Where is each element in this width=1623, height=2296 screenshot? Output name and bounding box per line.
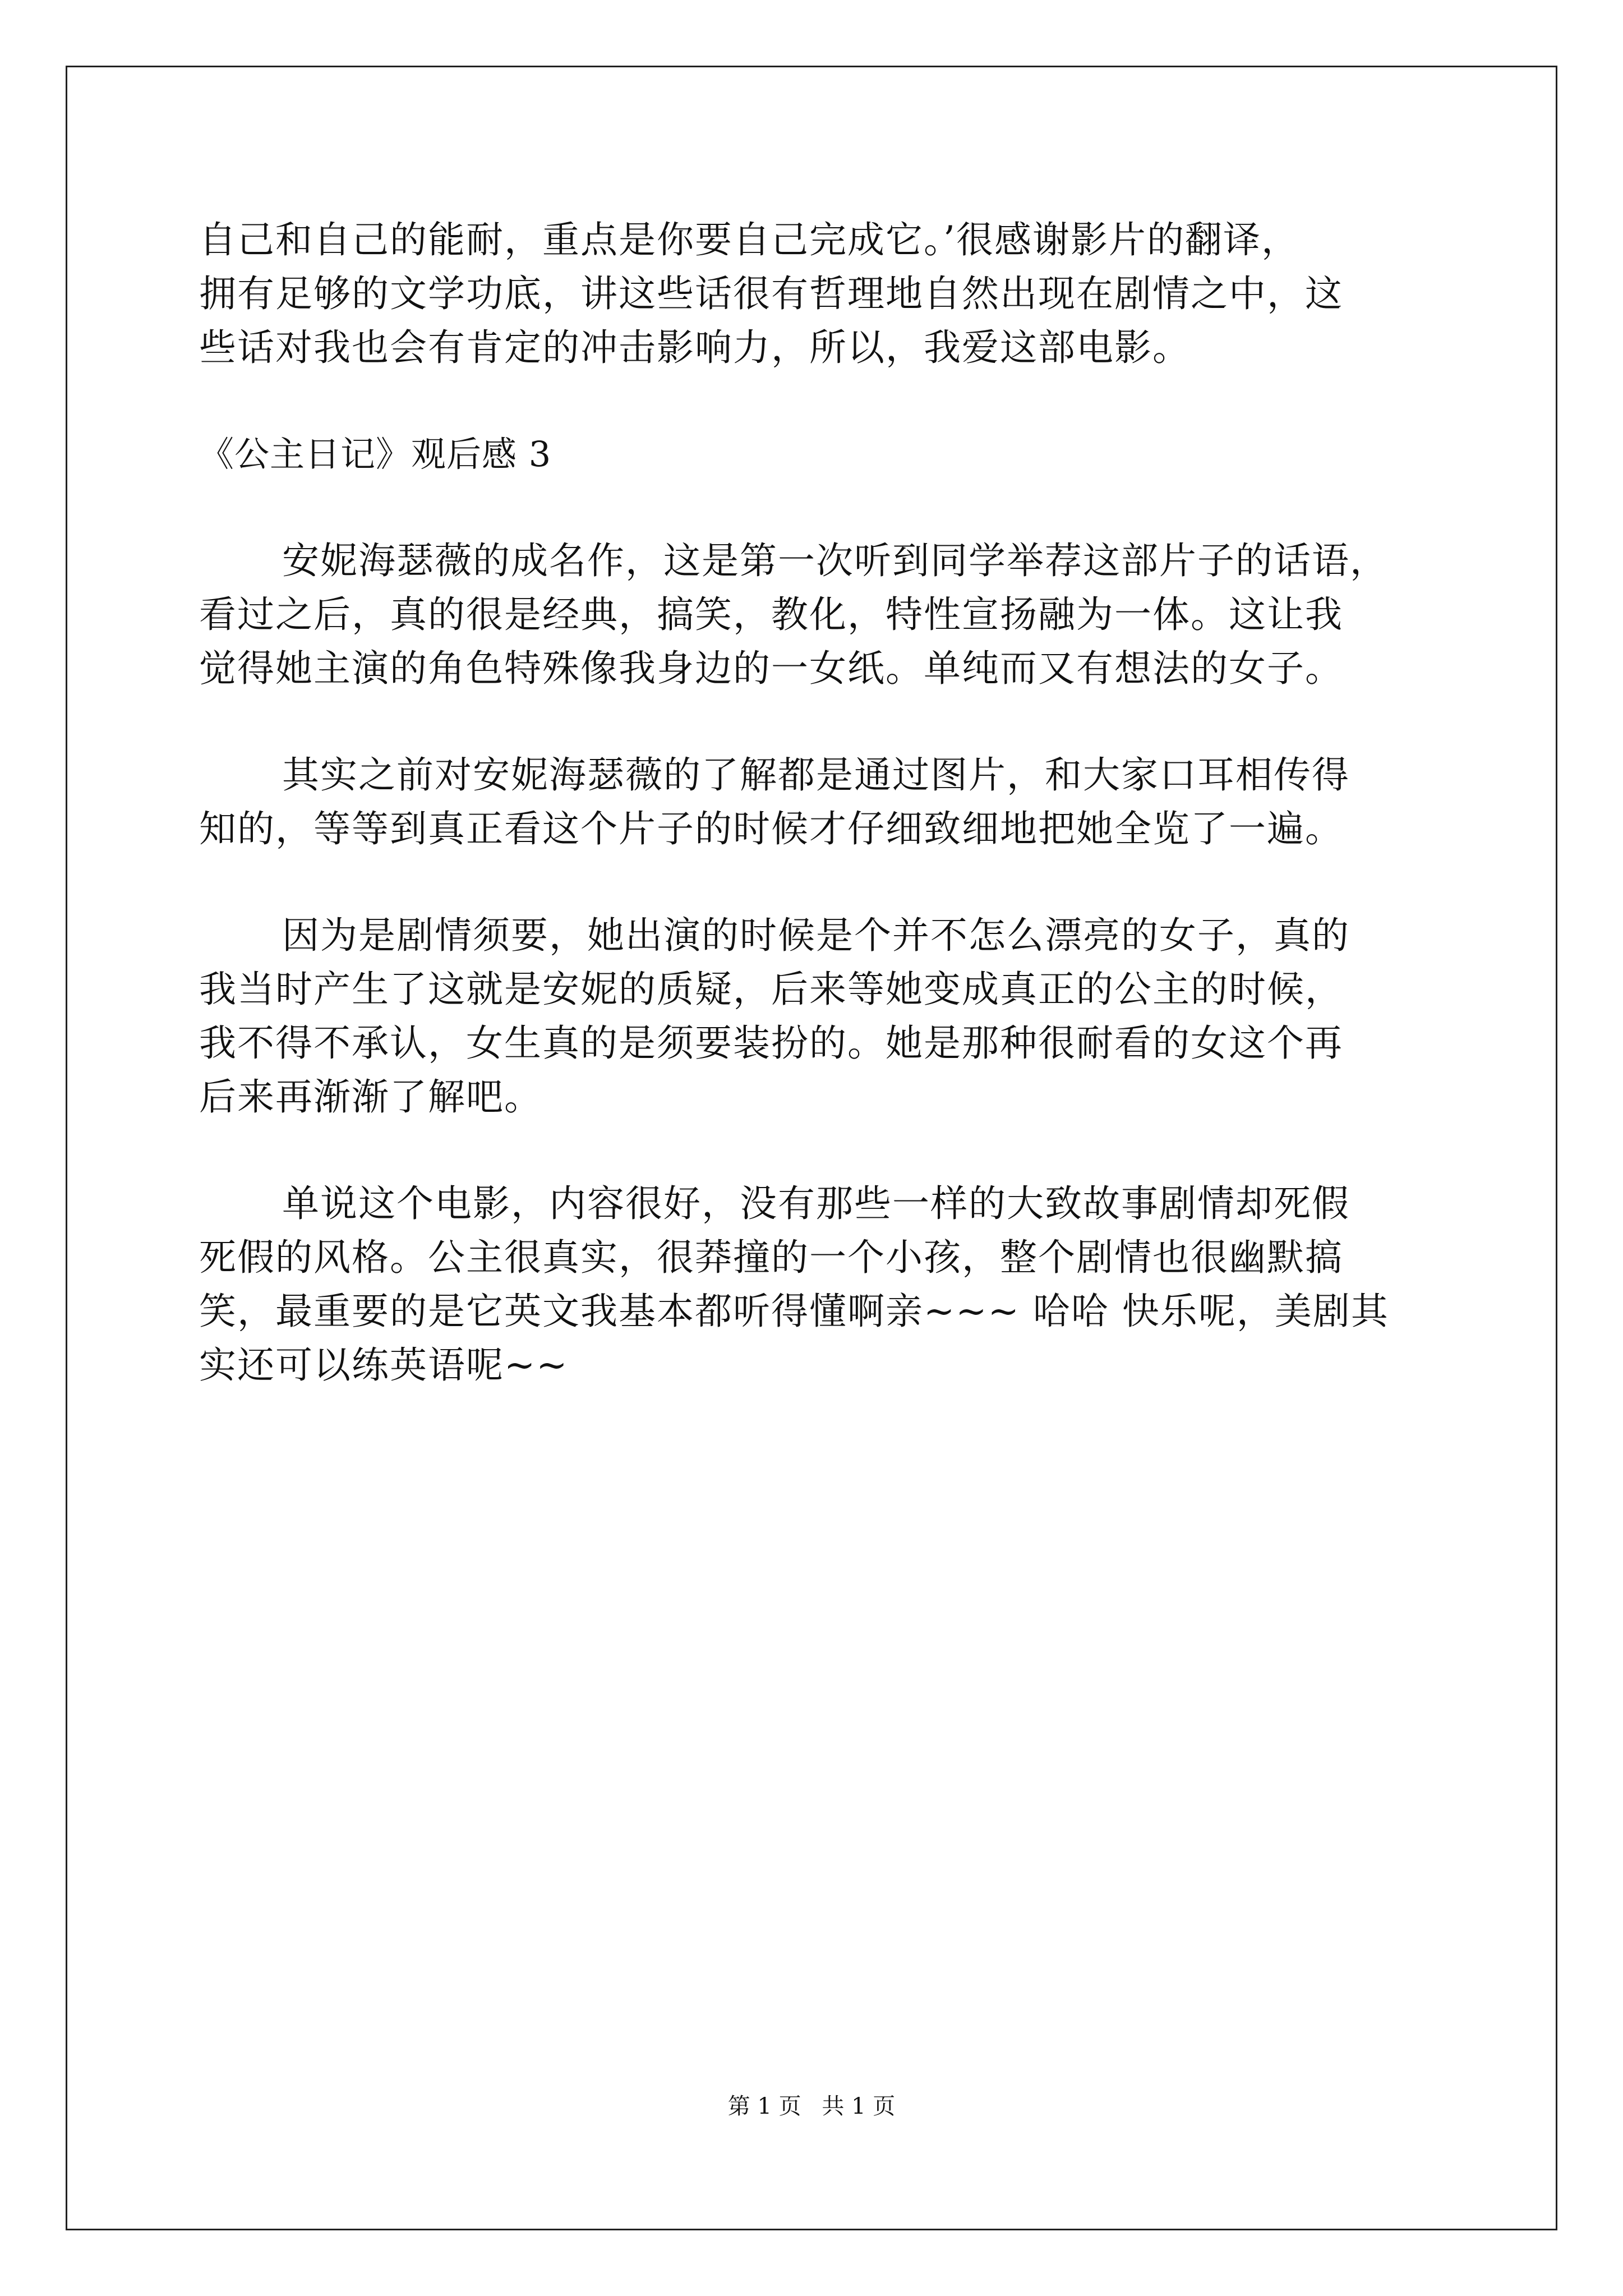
- text-line: 其实之前对安妮海瑟薇的了解都是通过图片，和大家口耳相传得: [282, 753, 1350, 797]
- text-line: 死假的风格。公主很真实，很莽撞的一个小孩，整个剧情也很幽默搞: [199, 1236, 1343, 1279]
- text-line: 我不得不承认，女生真的是须要装扮的。她是那种很耐看的女这个再: [199, 1022, 1343, 1065]
- paragraph-1: [199, 534, 1433, 696]
- page-total: 共 1 页: [822, 2093, 896, 2119]
- text-line: 实还可以练英语呢~~: [199, 1343, 569, 1387]
- text-line: 我当时产生了这就是安妮的质疑，后来等她变成真正的公主的时候，: [199, 968, 1343, 1011]
- document-body: [199, 213, 1433, 1392]
- text-line: 安妮海瑟薇的成名作，这是第一次听到同学举荐这部片子的话语，: [282, 539, 1388, 582]
- text-line: 拥有足够的文学功底，讲这些话很有哲理地自然出现在剧情之中，这: [199, 272, 1343, 315]
- section-heading: 《公主日记》观后感 3: [199, 434, 552, 475]
- text-line: 觉得她主演的角色特殊像我身边的一女纸。单纯而又有想法的女子。: [199, 647, 1343, 690]
- text-line: 后来再渐渐了解吧。: [199, 1075, 542, 1119]
- page-footer: [0, 2091, 1623, 2122]
- text-line: 单说这个电影，内容很好，没有那些一样的大致故事剧情却死假: [282, 1182, 1350, 1225]
- text-line: 因为是剧情须要，她出演的时候是个并不怎么漂亮的女子，真的: [282, 914, 1350, 957]
- text-line: 些话对我也会有肯定的冲击影响力，所以，我爱这部电影。: [199, 326, 1191, 369]
- text-line: 看过之后，真的很是经典，搞笑，教化，特性宣扬融为一体。这让我: [199, 593, 1343, 636]
- paragraph-continued: [199, 213, 1433, 375]
- text-line: 自己和自己的能耐，重点是你要自己完成它。’很感谢影片的翻译，: [199, 218, 1299, 261]
- page-number: 第 1 页: [727, 2093, 801, 2119]
- paragraph-4: [199, 1177, 1433, 1392]
- text-line: 知的，等等到真正看这个片子的时候才仔细致细地把她全览了一遍。: [199, 807, 1343, 850]
- paragraph-2: [199, 748, 1433, 856]
- paragraph-3: [199, 909, 1433, 1124]
- text-line: 笑，最重要的是它英文我基本都听得懂啊亲~~~ 哈哈 快乐呢，美剧其: [199, 1290, 1389, 1333]
